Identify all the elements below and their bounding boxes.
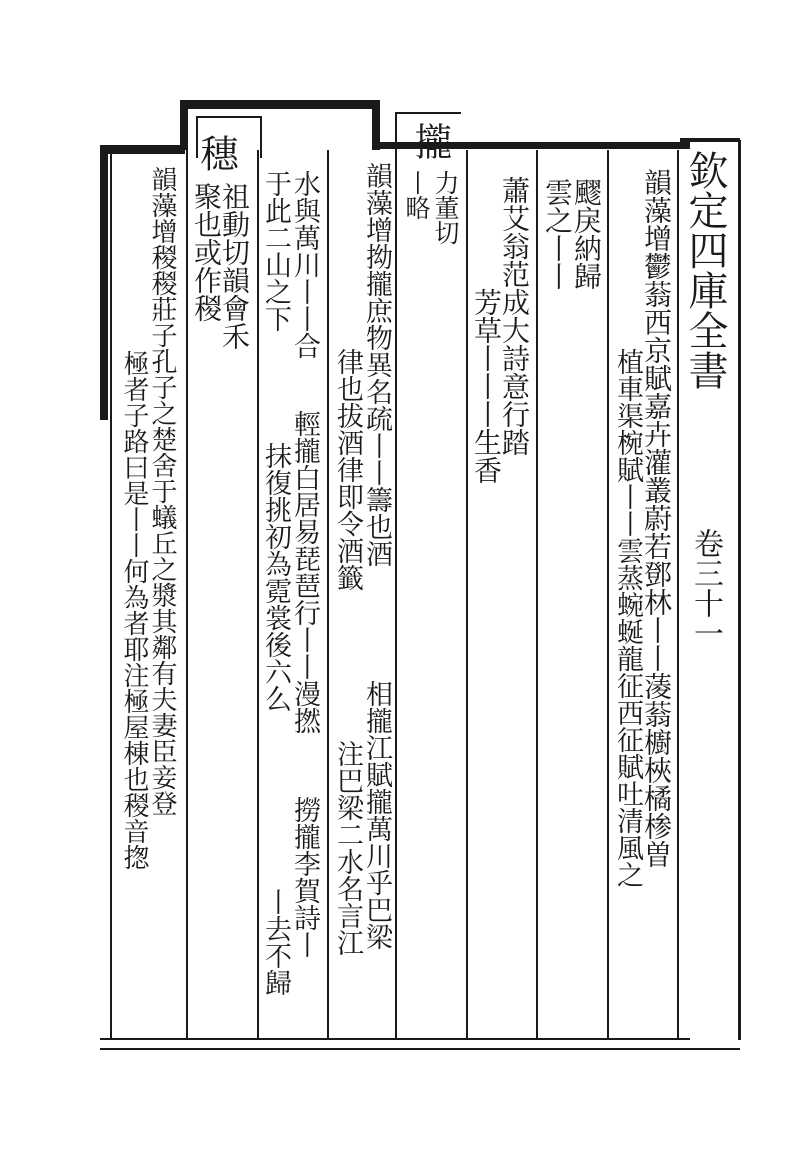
- inner-tab-top: [196, 116, 262, 118]
- col-rule-3: [466, 150, 468, 1040]
- col6-line-e: 撈攏李賀詩丨: [289, 796, 320, 958]
- col6-line-f: 丨去不歸: [260, 888, 291, 996]
- volume-number: 卷三十一: [688, 528, 723, 648]
- col-rule-4: [395, 112, 397, 1040]
- col5-line-a: 韻藻增拗攏庶物異名疏丨丨籌也酒: [361, 162, 392, 567]
- inner-tab-right: [260, 116, 262, 158]
- frame-right-inner: [677, 150, 679, 1040]
- col7-line-a: 祖動切韻會禾: [218, 182, 251, 350]
- frame-right-outer: [738, 140, 741, 1040]
- col6-line-c: 輕攏白居易琵琶行丨丨漫撚: [289, 410, 320, 734]
- col4-line-b: 丨略: [402, 170, 431, 220]
- frame-left-thin: [110, 150, 112, 1040]
- col3-line-a: 蕭艾翁范成大詩意行踏: [498, 176, 531, 456]
- col8-line-a: 韻藻增稯稯莊子孔子之楚舍于蟻丘之漿其鄰有夫妻臣妾登: [147, 166, 177, 816]
- frame-left: [100, 145, 108, 420]
- col2-line-a: 飂戾納歸: [570, 178, 603, 290]
- col4-line-a: 力董切: [431, 170, 460, 245]
- col5-line-d: 注巴梁二水名言江: [332, 740, 363, 956]
- col6-line-d: 抹復挑初為霓裳後六么: [260, 442, 291, 712]
- frame-bottom-outer: [100, 1048, 740, 1050]
- inner-tab2-top: [395, 112, 461, 114]
- book-title: 欽定四庫全書: [682, 150, 728, 390]
- frame-tab-top: [180, 100, 380, 109]
- col-rule-6: [257, 150, 259, 1040]
- col2-line-b: 雲之丨丨: [541, 178, 574, 290]
- col-rule-7: [186, 150, 188, 1040]
- entry-head-long: 攏: [408, 122, 452, 160]
- col1-line-b: 植車渠椀賦丨丨雲蒸蜿蜒龍征西征賦吐清風之: [612, 348, 643, 888]
- col6-line-b: 于此二山之下: [260, 170, 291, 332]
- frame-top-left: [100, 145, 185, 154]
- col-rule-1: [607, 150, 609, 1040]
- col8-line-b: 極者子路曰是丨丨何為者耶注極屋棟也稯音揔: [119, 350, 149, 870]
- col1-line-a: 韻藻增鬱蓊西京賦嘉卉灌叢蔚若鄧林丨丨蓤蓊櫥梜橘椮曽: [640, 168, 673, 868]
- col7-line-b: 聚也或作稯: [190, 182, 223, 322]
- col-rule-5: [327, 150, 329, 1040]
- col3-line-b: 芳草丨丨丨生香: [470, 288, 503, 484]
- col5-line-b: 律也拔酒律即令酒籤: [332, 348, 363, 591]
- col-rule-2: [536, 150, 538, 1040]
- col6-line-a: 水與萬川丨丨合: [289, 170, 320, 359]
- entry-head-sui: 穗: [194, 134, 238, 172]
- col5-line-c: 相攏江賦攏萬川乎巴梁: [361, 680, 392, 950]
- frame-top-right: [680, 138, 740, 142]
